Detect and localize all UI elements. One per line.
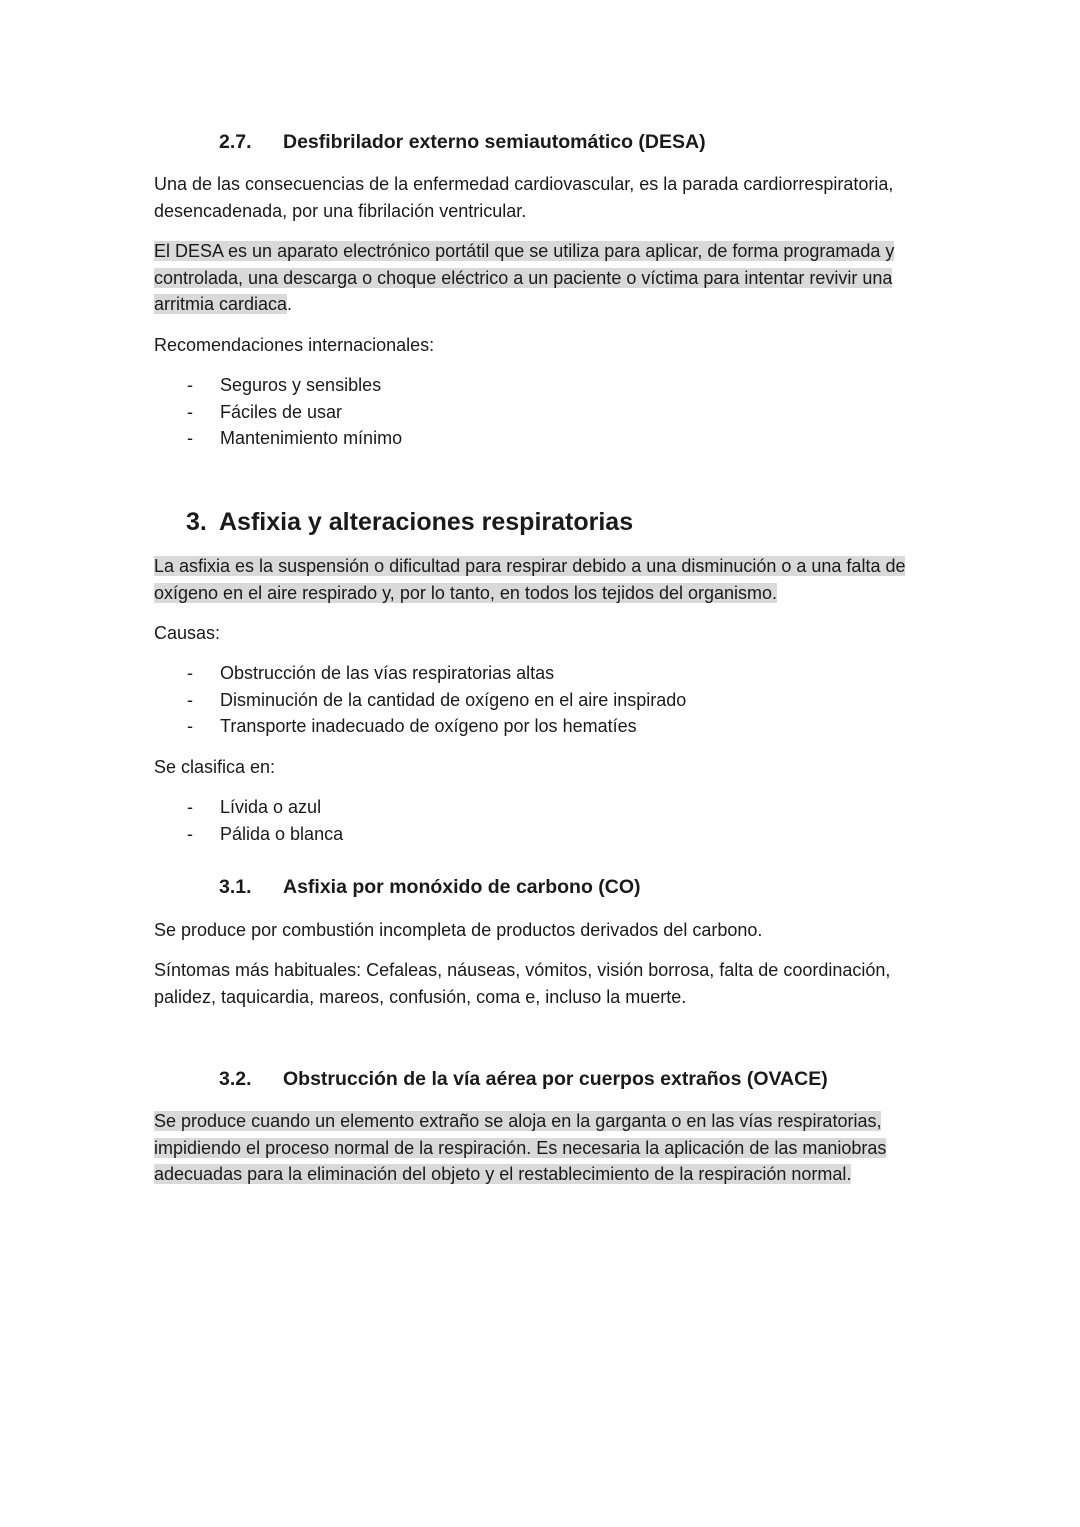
causes-list xyxy=(154,660,686,740)
heading-number: 3. xyxy=(186,508,207,536)
paragraph-co-cause: Se produce por combustión incompleta de productos derivados del carbono. xyxy=(154,920,763,940)
dash-marker: - xyxy=(187,375,193,395)
recommendations-label: Recomendaciones internacionales: xyxy=(154,335,435,355)
dash-marker: - xyxy=(187,797,193,817)
heading-title: Asfixia por monóxido de carbono (CO) xyxy=(283,876,641,898)
classification-label: Se clasifica en: xyxy=(154,757,276,777)
list-item: - Lívida o azul xyxy=(154,794,343,821)
dash-marker: - xyxy=(187,401,193,422)
heading-number: 2.7. xyxy=(219,131,252,153)
list-item: - Fáciles de usar xyxy=(154,399,402,426)
classification-list xyxy=(154,794,343,847)
highlighted-text: El DESA es un aparato electrónico portátil que se utiliza para aplicar, de forma programada y controlada, una descarga o choque eléctrico a un paciente o víctima para intentar revivir una arritmia cardiaca xyxy=(154,241,895,314)
causes-label: Causas: xyxy=(154,623,221,643)
list-item: - Transporte inadecuado de oxígeno por los hematíes xyxy=(154,713,686,740)
dash-marker: - xyxy=(187,428,193,448)
list-item: - Pálida o blanca xyxy=(154,821,343,848)
list-item: - Mantenimiento mínimo xyxy=(154,425,402,452)
heading-3-1 xyxy=(219,873,641,901)
period: . xyxy=(287,294,293,314)
highlighted-text: Se produce cuando un elemento extraño se aloja en la garganta o en las vías respiratorias, impidiendo el proceso normal de la respiración. Es necesaria la aplicación de las maniobras adecuadas para la eliminación del objeto y el restablecimiento de la respiración normal. xyxy=(154,1111,887,1184)
recommendations-list xyxy=(154,372,402,452)
dash-marker: - xyxy=(187,716,193,736)
heading-title: Desfibrilador externo semiautomático (DESA) xyxy=(283,131,706,153)
dash-marker: - xyxy=(187,689,193,710)
heading-number: 3.2. xyxy=(219,1068,252,1090)
heading-3-2 xyxy=(219,1065,828,1093)
list-item: - Obstrucción de las vías respiratorias altas xyxy=(154,660,686,687)
paragraph-asfixia-definition xyxy=(154,553,914,606)
dash-marker: - xyxy=(187,823,193,844)
list-item: - Seguros y sensibles xyxy=(154,372,402,399)
heading-2-7 xyxy=(219,128,706,156)
heading-title: Obstrucción de la vía aérea por cuerpos extraños (OVACE) xyxy=(283,1068,828,1090)
heading-title: Asfixia y alteraciones respiratorias xyxy=(219,508,634,536)
highlighted-text: La asfixia es la suspensión o dificultad para respirar debido a una disminución o a una falta de oxígeno en el aire respirado y, por lo tanto, en todos los tejidos del organismo. xyxy=(154,556,906,603)
paragraph-desa-context: Una de las consecuencias de la enfermedad cardiovascular, es la parada cardiorrespiratoria, desencadenada, por una fibrilación ventricular. xyxy=(154,174,894,221)
paragraph-desa-definition xyxy=(154,238,914,318)
heading-number: 3.1. xyxy=(219,876,252,898)
list-item: - Disminución de la cantidad de oxígeno en el aire inspirado xyxy=(154,687,686,714)
dash-marker: - xyxy=(187,663,193,683)
paragraph-ovace-definition xyxy=(154,1108,914,1188)
heading-3 xyxy=(186,505,633,539)
paragraph-co-symptoms: Síntomas más habituales: Cefaleas, náuseas, vómitos, visión borrosa, falta de coordinación, palidez, taquicardia, mareos, confusión, coma e, incluso la muerte. xyxy=(154,960,891,1007)
